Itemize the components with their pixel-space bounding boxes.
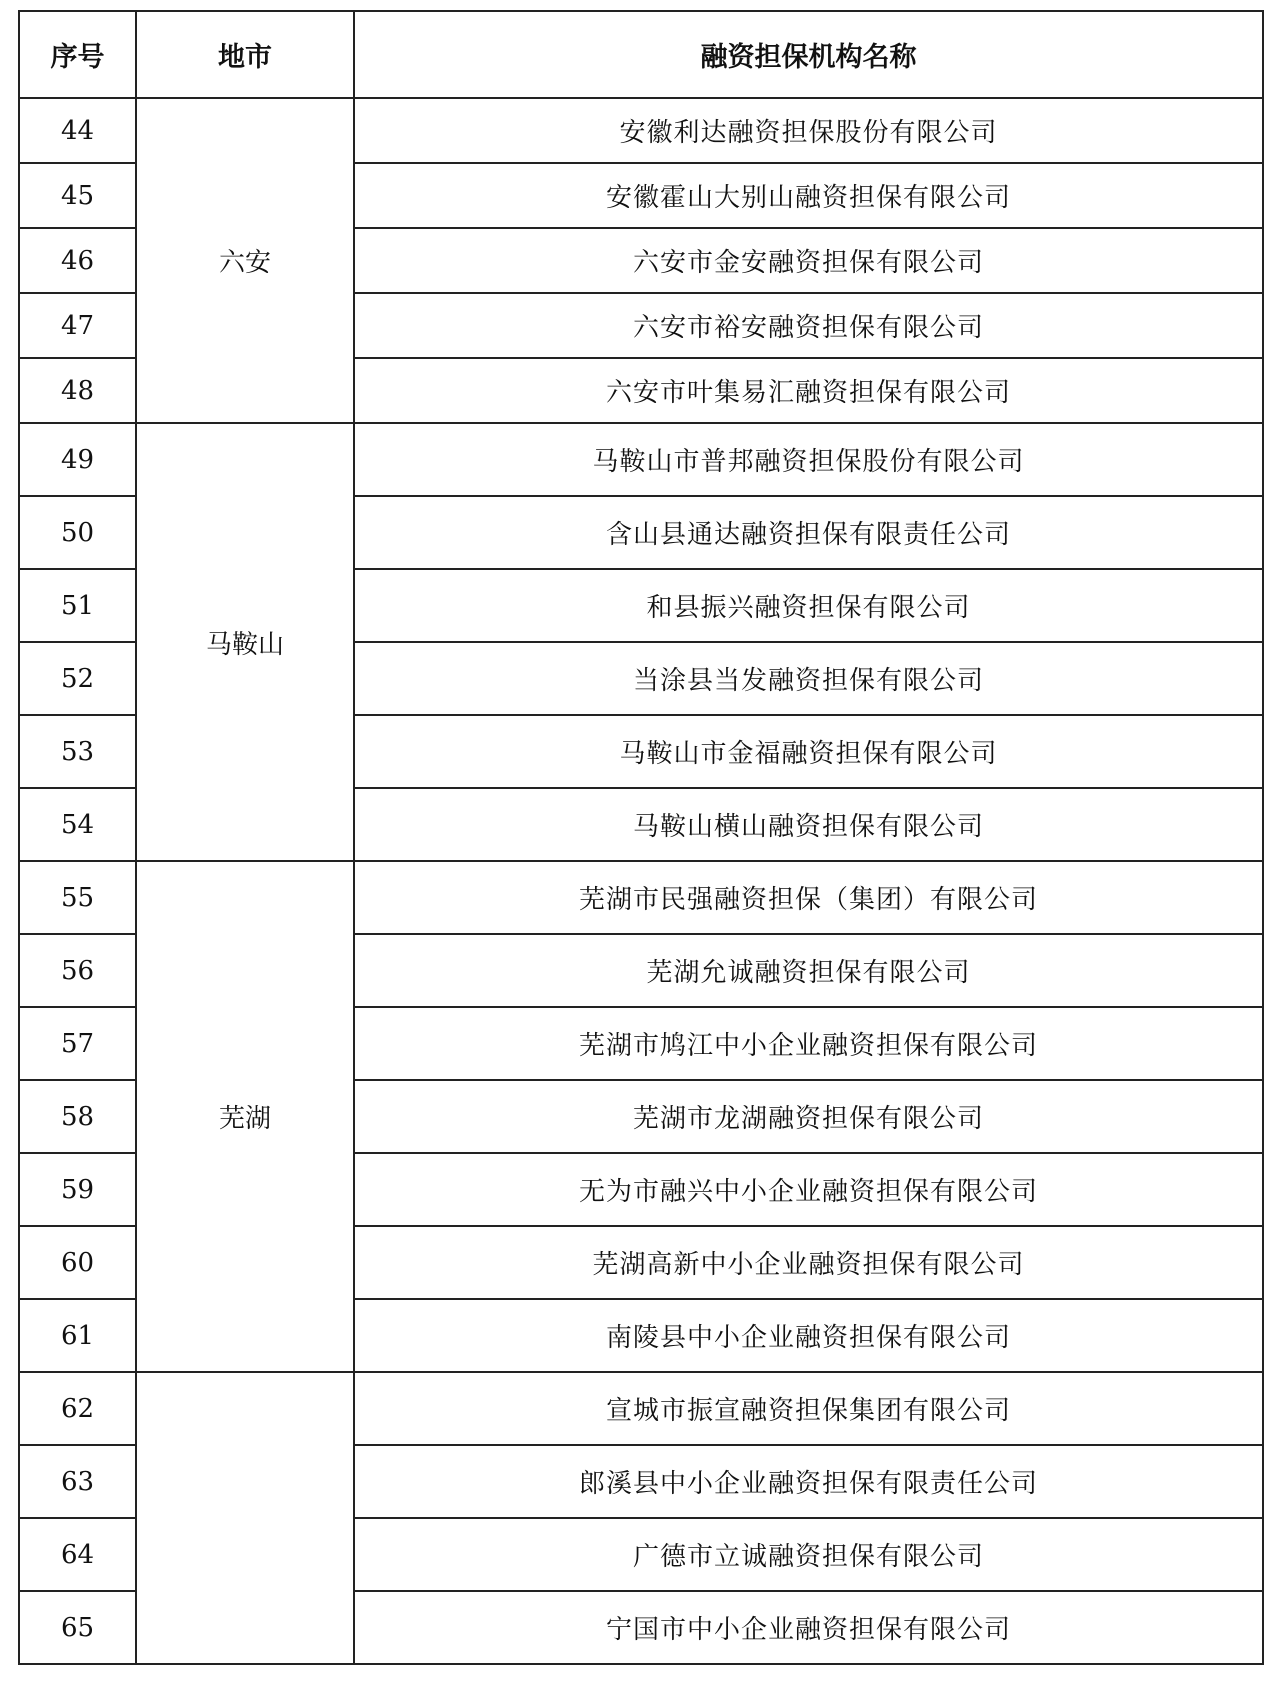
- serial-number-cell: 65: [19, 1591, 136, 1664]
- serial-number-cell: 62: [19, 1372, 136, 1445]
- serial-number-cell: 51: [19, 569, 136, 642]
- institution-name-cell: 芜湖市龙湖融资担保有限公司: [354, 1080, 1263, 1153]
- table-row: [19, 861, 1263, 934]
- city-cell: 芜湖: [136, 861, 354, 1372]
- institution-name-cell: 含山县通达融资担保有限责任公司: [354, 496, 1263, 569]
- serial-number-cell: 60: [19, 1226, 136, 1299]
- table-row: [19, 1372, 1263, 1445]
- table-header-row: [19, 11, 1263, 98]
- institution-name-cell: 无为市融兴中小企业融资担保有限公司: [354, 1153, 1263, 1226]
- institution-name-cell: 芜湖市鸠江中小企业融资担保有限公司: [354, 1007, 1263, 1080]
- header-serial-number: 序号: [19, 11, 136, 98]
- institution-name-cell: 马鞍山横山融资担保有限公司: [354, 788, 1263, 861]
- institution-name-cell: 广德市立诚融资担保有限公司: [354, 1518, 1263, 1591]
- institution-name-cell: 马鞍山市金福融资担保有限公司: [354, 715, 1263, 788]
- institution-name-cell: 南陵县中小企业融资担保有限公司: [354, 1299, 1263, 1372]
- table-row: [19, 423, 1263, 496]
- serial-number-cell: 47: [19, 293, 136, 358]
- serial-number-cell: 64: [19, 1518, 136, 1591]
- serial-number-cell: 48: [19, 358, 136, 423]
- header-institution-name: 融资担保机构名称: [354, 11, 1263, 98]
- city-cell: 马鞍山: [136, 423, 354, 861]
- serial-number-cell: 55: [19, 861, 136, 934]
- table-body: [19, 98, 1263, 1664]
- institution-name-cell: 马鞍山市普邦融资担保股份有限公司: [354, 423, 1263, 496]
- serial-number-cell: 52: [19, 642, 136, 715]
- institution-name-cell: 郎溪县中小企业融资担保有限责任公司: [354, 1445, 1263, 1518]
- institution-name-cell: 芜湖允诚融资担保有限公司: [354, 934, 1263, 1007]
- city-cell: 六安: [136, 98, 354, 423]
- city-cell: [136, 1372, 354, 1664]
- institution-name-cell: 芜湖高新中小企业融资担保有限公司: [354, 1226, 1263, 1299]
- serial-number-cell: 45: [19, 163, 136, 228]
- serial-number-cell: 61: [19, 1299, 136, 1372]
- institution-name-cell: 安徽利达融资担保股份有限公司: [354, 98, 1263, 163]
- serial-number-cell: 50: [19, 496, 136, 569]
- table-row: [19, 98, 1263, 163]
- institution-name-cell: 六安市裕安融资担保有限公司: [354, 293, 1263, 358]
- institution-name-cell: 当涂县当发融资担保有限公司: [354, 642, 1263, 715]
- institution-name-cell: 安徽霍山大别山融资担保有限公司: [354, 163, 1263, 228]
- institution-name-cell: 宁国市中小企业融资担保有限公司: [354, 1591, 1263, 1664]
- serial-number-cell: 56: [19, 934, 136, 1007]
- institution-name-cell: 宣城市振宣融资担保集团有限公司: [354, 1372, 1263, 1445]
- serial-number-cell: 49: [19, 423, 136, 496]
- institution-name-cell: 六安市金安融资担保有限公司: [354, 228, 1263, 293]
- header-city: 地市: [136, 11, 354, 98]
- serial-number-cell: 44: [19, 98, 136, 163]
- guarantee-institutions-table: [18, 10, 1264, 1665]
- serial-number-cell: 63: [19, 1445, 136, 1518]
- serial-number-cell: 54: [19, 788, 136, 861]
- serial-number-cell: 58: [19, 1080, 136, 1153]
- institution-name-cell: 和县振兴融资担保有限公司: [354, 569, 1263, 642]
- serial-number-cell: 53: [19, 715, 136, 788]
- serial-number-cell: 59: [19, 1153, 136, 1226]
- serial-number-cell: 57: [19, 1007, 136, 1080]
- institution-name-cell: 六安市叶集易汇融资担保有限公司: [354, 358, 1263, 423]
- serial-number-cell: 46: [19, 228, 136, 293]
- institution-name-cell: 芜湖市民强融资担保（集团）有限公司: [354, 861, 1263, 934]
